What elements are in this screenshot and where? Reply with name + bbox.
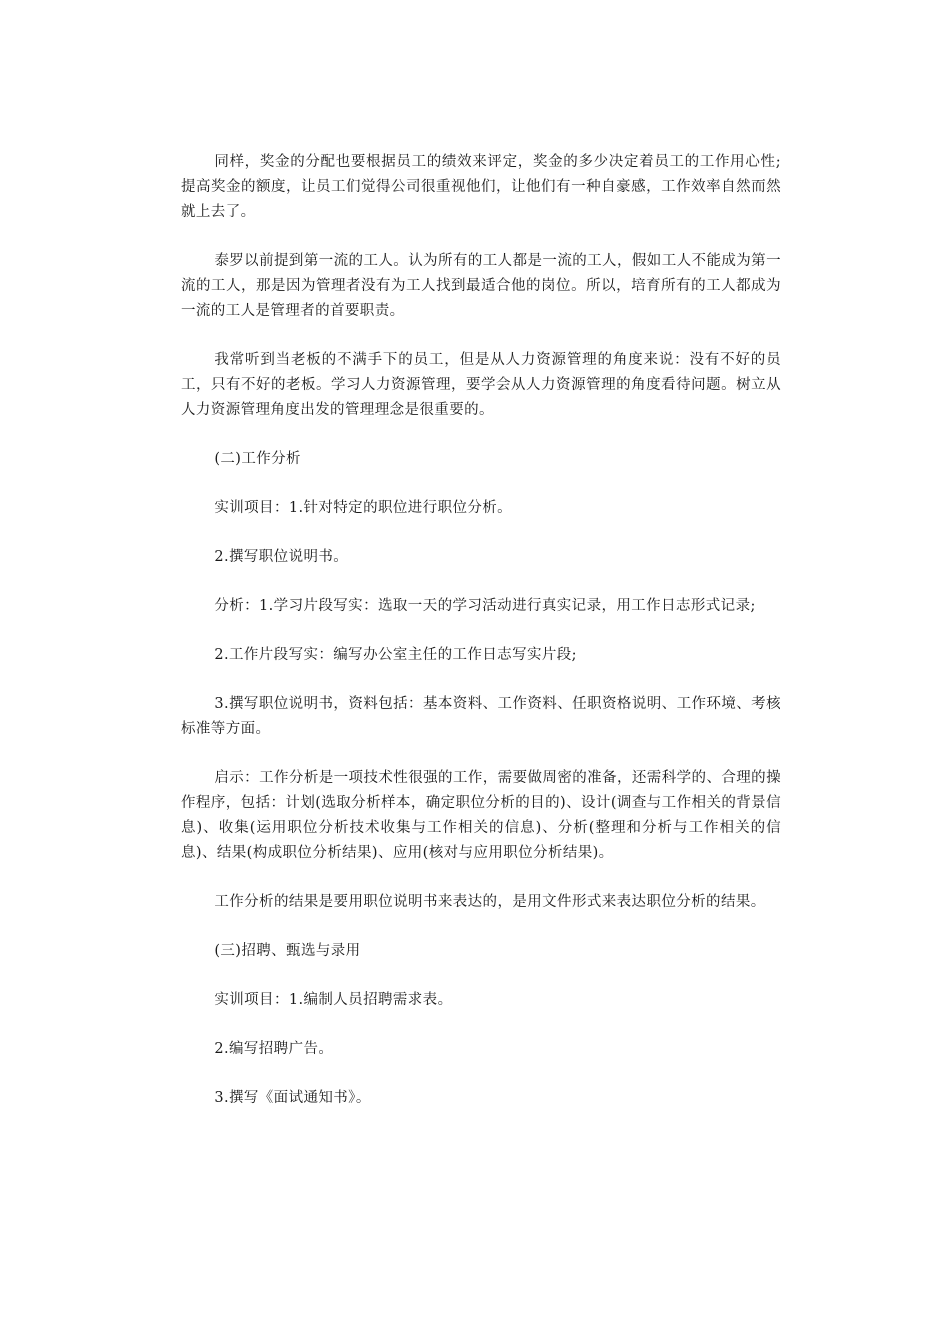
paragraph-result: 工作分析的结果是要用职位说明书来表达的，是用文件形式来表达职位分析的结果。 <box>214 894 766 910</box>
paragraph-analysis-2: 2.工作片段写实：编写办公室主任的工作日志写实片段; <box>214 647 577 663</box>
paragraph-taylor: 泰罗以前提到第一流的工人。认为所有的工人都是一流的工人，假如工人不能成为第一流的工人，那是因为管理者没有为工人找到最适合他的岗位。所以，培育所有的工人都成为一流的工人是管理者的首要职责。 <box>181 253 781 319</box>
paragraph-recruit-item-1: 实训项目：1.编制人员招聘需求表。 <box>214 992 453 1008</box>
document-body <box>181 150 781 1135</box>
paragraph-insight: 启示：工作分析是一项技术性很强的工作，需要做周密的准备，还需科学的、合理的操作程序，包括：计划(选取分析样本，确定职位分析的目的)、设计(调查与工作相关的背景信息)、收集(运用职位分析技术收集与工作相关的信息)、分析(整理和分析与工作相关的信息)、结果(构成职位分析结果)、应用(核对与应用职位分析结果)。 <box>181 770 781 861</box>
paragraph-analysis-1: 分析：1.学习片段写实：选取一天的学习活动进行真实记录，用工作日志形式记录; <box>214 598 756 614</box>
paragraph-recruit-item-2: 2.编写招聘广告。 <box>214 1041 334 1057</box>
paragraph-training-item-1: 实训项目：1.针对特定的职位进行职位分析。 <box>214 500 513 516</box>
section-heading-job-analysis: (二)工作分析 <box>214 451 301 467</box>
paragraph-analysis-3: 3.撰写职位说明书，资料包括：基本资料、工作资料、任职资格说明、工作环境、考核标准等方面。 <box>181 696 781 737</box>
paragraph-training-item-2: 2.撰写职位说明书。 <box>214 549 349 565</box>
section-heading-recruitment: (三)招聘、甄选与录用 <box>214 943 361 959</box>
paragraph-boss: 我常听到当老板的不满手下的员工，但是从人力资源管理的角度来说：没有不好的员工，只有不好的老板。学习人力资源管理，要学会从人力资源管理的角度看待问题。树立从人力资源管理角度出发的管理理念是很重要的。 <box>181 352 781 418</box>
paragraph-bonus: 同样，奖金的分配也要根据员工的绩效来评定，奖金的多少决定着员工的工作用心性;提高奖金的额度，让员工们觉得公司很重视他们，让他们有一种自豪感，工作效率自然而然就上去了。 <box>181 154 781 220</box>
paragraph-recruit-item-3: 3.撰写《面试通知书》。 <box>214 1090 371 1106</box>
